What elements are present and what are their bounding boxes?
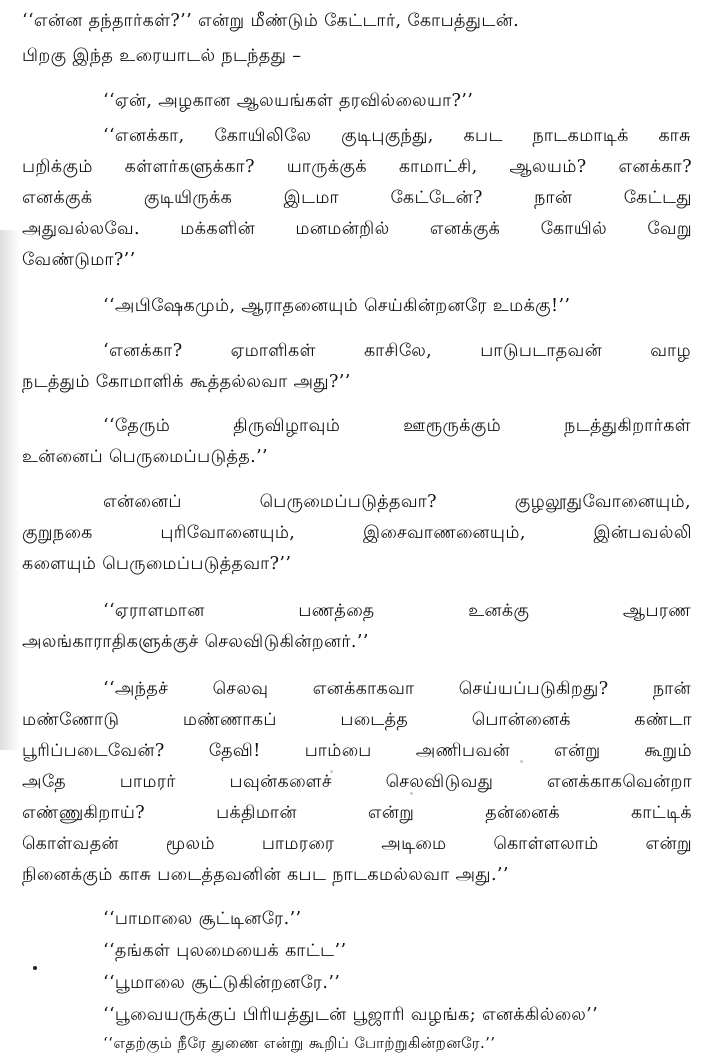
text-line: ‘‘பாமாலை சூட்டினரே.’’ — [103, 909, 302, 929]
text-line: என்னைப் பெருமைப்படுத்தவா? குழலூதுவோனையும், — [103, 492, 691, 512]
text-line: ‘‘எனக்கா, கோயிலிலே குடிபுகுந்து, கபட நாடகமாடிக் காசு — [103, 126, 691, 146]
text-line: எனக்குக் குடியிருக்க இடமா கேட்டேன்? நான் கேட்டது — [22, 188, 692, 208]
text-line: ‘‘பூமாலை சூட்டுகின்றனரே.’’ — [103, 973, 341, 993]
text-line: அலங்காராதிகளுக்குச் செலவிடுகின்றனர்.’’ — [22, 632, 369, 652]
text-line: ‘‘தங்கள் புலமையைக் காட்ட’’ — [103, 941, 347, 961]
text-line: ‘‘அந்தச் செலவு எனக்காகவா செய்யப்படுகிறது? நான் — [103, 679, 691, 699]
text-line: குறுநகை புரிவோனையும், இசைவாணனையும், இன்பவல்லி — [22, 523, 692, 543]
text-line: ‘‘பூவையருக்குப் பிரியத்துடன் பூஜாரி வழங்க; எனக்கில்லை’’ — [103, 1005, 599, 1025]
text-line: கொள்வதன் மூலம் பாமரரை அடிமை கொள்ளலாம் என்று — [22, 834, 692, 854]
text-line: ‘‘என்ன தந்தார்கள்?’’ என்று மீண்டும் கேட்டார், கோபத்துடன். — [22, 11, 520, 31]
text-line: எண்ணுகிறாய்? பக்திமான் என்று தன்னைக் காட்டிக் — [22, 803, 692, 823]
text-line: களையும் பெருமைப்படுத்தவா?’’ — [22, 554, 292, 574]
text-line: ‘எனக்கா? ஏமாளிகள் காசிலே, பாடுபடாதவன் வாழ — [103, 341, 691, 361]
text-line: பூரிப்படைவேன்? தேவி! பாம்பை அணிபவன் என்று கூறும் — [22, 741, 692, 761]
scan-edge-shadow — [0, 230, 20, 750]
text-line: பிறகு இந்த உரையாடல் நடந்தது – — [22, 46, 302, 66]
text-line: ‘‘எதற்கும் நீரே துணை என்று கூறிப் போற்றுகின்றனரே.’’ — [103, 1034, 496, 1052]
text-line: அதே பாமரர் பவுன்களைச் செலவிடுவது எனக்காகவென்றா — [22, 772, 692, 792]
text-line: அதுவல்லவே. மக்களின் மனமன்றில் எனக்குக் கோயில் வேறு — [22, 219, 692, 239]
text-line: நினைக்கும் காசு படைத்தவனின் கபட நாடகமல்லவா அது.’’ — [22, 865, 509, 885]
text-line: உன்னைப் பெருமைப்படுத்த.’’ — [22, 447, 269, 467]
text-line: ‘‘ஏராளமான பணத்தை உனக்கு ஆபரண — [103, 601, 691, 621]
text-line: ‘‘ஏன், அழகான ஆலயங்கள் தரவில்லையா?’’ — [103, 91, 474, 111]
text-line: வேண்டுமா?’’ — [22, 250, 136, 270]
text-line: மண்ணோடு மண்ணாகப் படைத்த பொன்னைக் கண்டா — [22, 710, 692, 730]
text-line: ‘‘தேரும் திருவிழாவும் ஊரூருக்கும் நடத்துகிறார்கள் — [103, 416, 691, 436]
text-line: பறிக்கும் கள்ளர்களுக்கா? யாருக்குக் காமாட்சி, ஆலயம்? எனக்கா? — [22, 157, 692, 177]
print-mark — [33, 966, 37, 970]
text-line: நடத்தும் கோமாளிக் கூத்தல்லவா அது?’’ — [22, 372, 351, 392]
text-line: ‘‘அபிஷேகமும், ஆராதனையும் செய்கின்றனரே உமக்கு!’’ — [103, 296, 571, 316]
